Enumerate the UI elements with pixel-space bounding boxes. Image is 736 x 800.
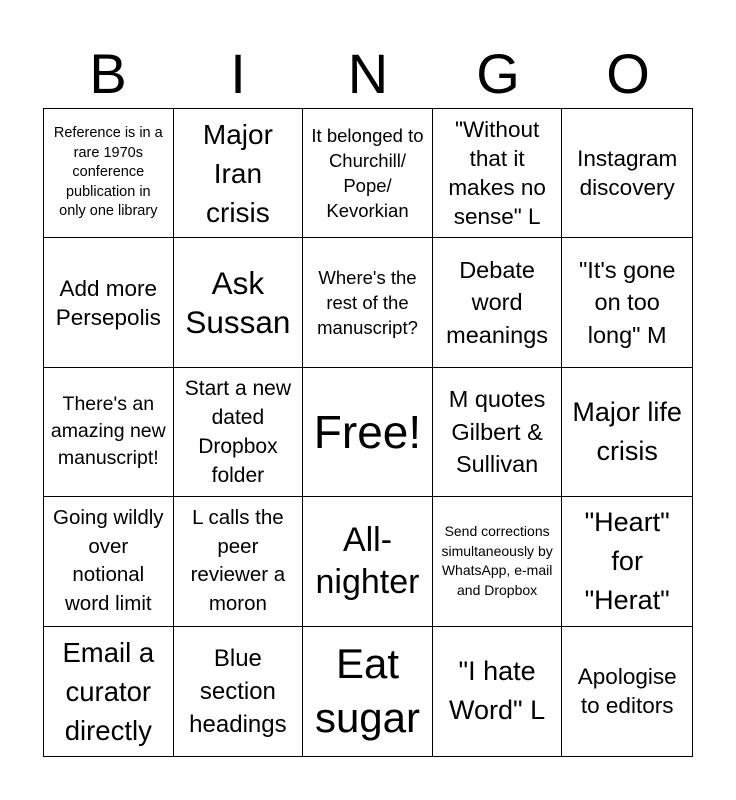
bingo-cell-text: Email a curator directly	[62, 636, 155, 746]
header-letter-g: G	[476, 42, 520, 105]
bingo-cell-text: Major Iran crisis	[202, 118, 273, 228]
bingo-cell-r5-c1[interactable]	[44, 627, 174, 756]
bingo-cell-text: Major life crisis	[572, 396, 682, 466]
bingo-cell-r4-c3[interactable]	[303, 497, 433, 626]
bingo-cell-r1-c3[interactable]	[303, 109, 433, 238]
bingo-cell-r5-c5[interactable]	[562, 627, 692, 756]
bingo-cell-r3-c4[interactable]	[433, 368, 563, 497]
bingo-cell-r3-c2[interactable]	[174, 368, 304, 497]
bingo-cell-text: Ask Sussan	[185, 264, 291, 340]
bingo-cell-r4-c2[interactable]	[174, 497, 304, 626]
bingo-cell-text: "Heart" for "Herat"	[584, 506, 670, 615]
header-letter-n: N	[347, 42, 389, 105]
bingo-cell-r5-c3[interactable]	[303, 627, 433, 756]
bingo-card-grid	[43, 108, 693, 757]
bingo-cell-text: Going wildly over notional word limit	[53, 506, 164, 615]
header-letter-o: O	[606, 42, 650, 105]
bingo-cell-text: There's an amazing new manuscript!	[50, 393, 166, 470]
bingo-cell-r4-c1[interactable]	[44, 497, 174, 626]
bingo-cell-text: "It's gone on too long" M	[578, 256, 676, 348]
bingo-cell-free[interactable]	[303, 368, 433, 497]
free-space-label: Free!	[313, 405, 422, 458]
bingo-cell-r5-c4[interactable]	[433, 627, 563, 756]
header-letter-b: B	[89, 42, 127, 105]
bingo-cell-r2-c2[interactable]	[174, 238, 304, 367]
bingo-cell-r2-c1[interactable]	[44, 238, 174, 367]
bingo-cell-text: Debate word meanings	[446, 256, 549, 348]
bingo-cell-text: Add more Persepolis	[55, 275, 161, 330]
bingo-cell-text: L calls the peer reviewer a moron	[190, 506, 286, 615]
bingo-cell-r1-c5[interactable]	[562, 109, 692, 238]
header-letter-i: I	[230, 42, 246, 105]
bingo-cell-text: Send corrections simultaneously by WhatsApp, e-mail and Dropbox	[441, 523, 553, 598]
bingo-cell-r1-c1[interactable]	[44, 109, 174, 238]
bingo-cell-text: M quotes Gilbert & Sullivan	[448, 386, 546, 478]
bingo-cell-r5-c2[interactable]	[174, 627, 304, 756]
bingo-cell-text: Where's the rest of the manuscript?	[317, 267, 418, 339]
bingo-cell-r4-c5[interactable]	[562, 497, 692, 626]
bingo-cell-text: Eat sugar	[314, 640, 421, 742]
bingo-cell-r4-c4[interactable]	[433, 497, 563, 626]
bingo-cell-text: Start a new dated Dropbox folder	[184, 376, 291, 487]
bingo-cell-text: "Without that it makes no sense" L	[448, 117, 546, 230]
bingo-cell-r3-c5[interactable]	[562, 368, 692, 497]
bingo-cell-text: "I hate Word" L	[449, 656, 546, 726]
bingo-cell-text: Blue section headings	[189, 644, 287, 738]
bingo-cell-r2-c5[interactable]	[562, 238, 692, 367]
bingo-cell-r1-c2[interactable]	[174, 109, 304, 238]
bingo-header	[43, 40, 693, 108]
bingo-cell-r2-c3[interactable]	[303, 238, 433, 367]
bingo-cell-text: All-nighter	[315, 521, 420, 602]
bingo-cell-text: It belonged to Churchill/ Pope/ Kevorkian	[311, 125, 424, 222]
bingo-cell-text: Reference is in a rare 1970s conference publication in only one library	[53, 125, 163, 220]
bingo-cell-text: Apologise to editors	[577, 664, 677, 719]
bingo-cell-r2-c4[interactable]	[433, 238, 563, 367]
bingo-cell-r3-c1[interactable]	[44, 368, 174, 497]
bingo-cell-text: Instagram discovery	[577, 146, 678, 201]
bingo-cell-r1-c4[interactable]	[433, 109, 563, 238]
